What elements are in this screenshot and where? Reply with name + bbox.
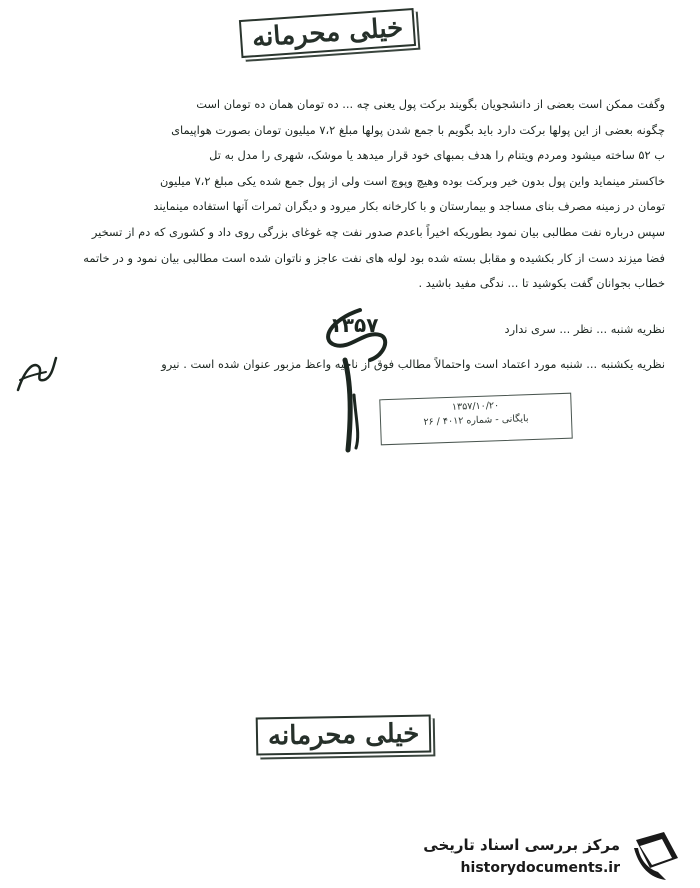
registry-stamp-line2: بایگانی - شماره ۴۰۱۲ / ۲۶ [423,413,529,428]
classification-stamp-top-text: خیلی محرمانه [251,12,405,54]
classification-stamp-top [239,8,417,58]
registry-stamp-line1: ۱۳۵۷/۱۰/۲۰ [451,400,500,413]
registry-stamp [379,393,572,446]
assessment-note-1: نظریه شنبه ... نظر ... سری ندارد [504,322,665,336]
handwritten-initials-mark [14,352,60,396]
body-line: وگفت ممکن است بعضی از دانشجویان بگویند برکت پول یعنی چه ... ده تومان همان ده تومان است [196,97,665,111]
assessment-note-2: نظریه یکشنبه ... شنبه مورد اعتماد است واحتمالاً مطالب فوق از ناحیه واعظ مزبور عنوان شده است . نیرو [161,357,665,371]
date-number-mark [324,306,384,340]
archive-logo-icon [628,828,684,884]
footer-url[interactable]: historydocuments.ir [460,860,620,876]
body-line: فضا میزند دست از کار بکشیده و مقابل بسته شده بود لوله های نفت عاجز و ناتوان شده است مطالبی بیان نمود و در خاتمه [83,250,665,265]
body-line: ب ۵۲ ساخته میشود ومردم ویتنام را هدف بمبهای خود قرار میدهد یا موشک، شهری را مدل به تل [209,148,665,163]
svg-text:۱۳۵۷: ۱۳۵۷ [329,313,379,337]
footer-org-name: مرکز بررسی اسناد تاریخی [423,836,620,854]
body-line: خاکستر مینماید واین پول بدون خیر وبرکت بوده وهیچ وپوچ است ولی از پول جمع شده یکی مبلغ ۷،۲ میلیون [159,173,665,188]
classification-stamp-bottom [256,714,432,755]
body-line: سپس درباره نفت مطالبی بیان نمود بطوریکه اخیراً باعدم صدور نفت چه غوغای بزرگی روی داد و کشوری که دم از تسخیر [91,224,665,239]
body-line: تومان در زمینه مصرف بنای مساجد و بیمارستان و با کارخانه بکار میرود و دیگران ثمرات آنها استفاده مینمایند [153,199,665,214]
document-body [40,92,665,297]
body-line: چگونه بعضی از این پولها برکت دارد باید بگویم با جمع شدن پولها مبلغ ۷،۲ میلیون تومان بصورت هواپیمای [171,122,665,137]
classification-stamp-bottom-text: خیلی محرمانه [267,718,420,752]
body-line: خطاب بجوانان گفت بکوشید تا ... ندگی مفید باشید . [418,276,665,291]
